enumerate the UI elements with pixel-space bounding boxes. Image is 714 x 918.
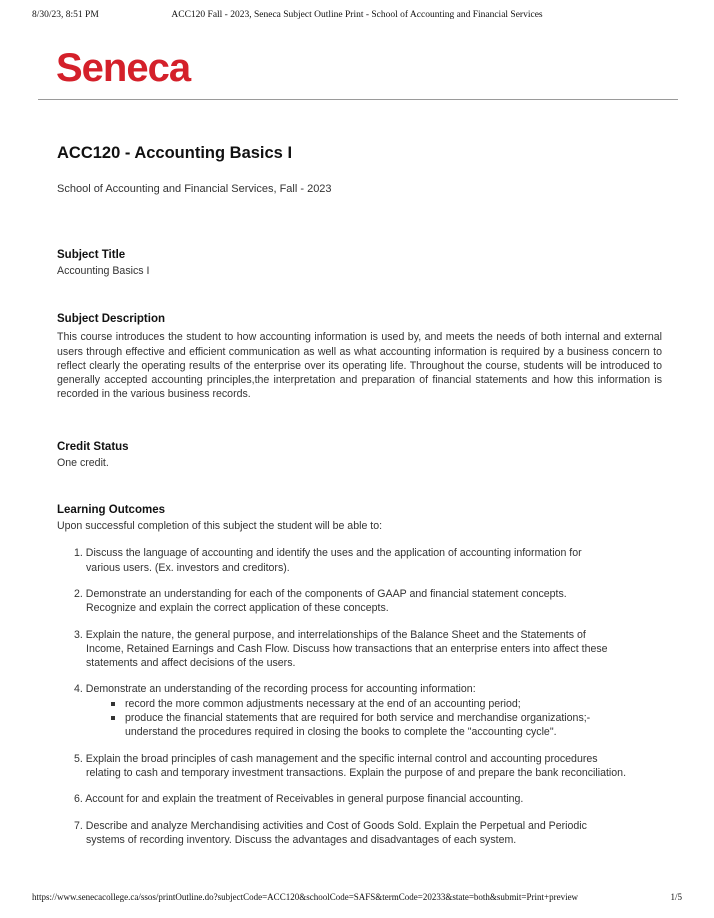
outcome-text: Describe and analyze Merchandising activities and Cost of Goods Sold. Explain the Perpetual and Periodic [85, 819, 587, 832]
subject-description-section [57, 313, 662, 401]
print-footer [32, 892, 682, 906]
outcome-text: Demonstrate an understanding for each of the components of GAAP and financial statement concepts. [85, 587, 567, 600]
learning-outcomes-list [57, 546, 662, 847]
outcome-text-continued: various users. (Ex. investors and creditors). [86, 561, 290, 574]
outcome-item [74, 587, 642, 616]
print-header [32, 10, 682, 24]
subject-description-text: This course introduces the student to how accounting information is used by, and meets the needs of both internal and external users through effective and efficient communication as well as what accounting information is required by a business concern to reflect clearly the operating results of the enterprise over its operating life. Throughout the course, students will be introduced to generally accepted accounting principles,the interpretation and preparation of financial statements and how this information is recorded in the various business records. [57, 331, 662, 401]
outcome-number: 5. [74, 752, 83, 765]
outcome-number: 6. [74, 793, 83, 806]
section-heading: Credit Status [57, 440, 129, 453]
outcome-text-continued: systems of recording inventory. Discuss the advantages and disadvantages of each system. [86, 833, 517, 846]
section-heading: Learning Outcomes [57, 504, 165, 517]
outcome-item [74, 819, 642, 848]
header-divider [38, 99, 678, 100]
outcome-item [74, 752, 642, 781]
credit-status-text: One credit. [57, 456, 109, 469]
subject-outline [57, 140, 662, 859]
outcome-item [74, 628, 642, 671]
subject-title-text: Accounting Basics I [57, 265, 150, 277]
print-date: 8/30/23, 8:51 PM [32, 10, 99, 20]
outcome-item [74, 682, 642, 739]
outcome-bullet: record the more common adjustments necessary at the end of an accounting period; [111, 697, 642, 711]
seneca-logo: Seneca [56, 46, 191, 90]
course-title: ACC120 - Accounting Basics I [57, 144, 293, 162]
outcome-sublist [74, 697, 642, 740]
outcome-bullet: produce the financial statements that are required for both service and merchandise organizations;- understand the procedures required in closing the books to complete the "accounting cycle". [111, 711, 642, 740]
course-subtitle: School of Accounting and Financial Services, Fall - 2023 [57, 183, 332, 195]
credit-status-section [57, 441, 662, 470]
outcome-number: 2. [74, 587, 83, 600]
outcome-number: 7. [74, 819, 83, 832]
outcome-text-continued: Income, Retained Earnings and Cash Flow. Discuss how transactions that an enterprise enters into affect these statements and affect decisions of the users. [86, 642, 608, 670]
outcome-text: Explain the broad principles of cash management and the specific internal control and accounting procedures [85, 752, 598, 765]
print-url: https://www.senecacollege.ca/ssos/printOutline.do?subjectCode=ACC120&schoolCode=SAFS&termCode=20233&state=both&submit=Print+preview [32, 892, 579, 902]
outcome-text-continued: relating to cash and temporary investment transactions. Explain the purpose of and prepare the bank reconciliation. [86, 766, 627, 779]
outcome-text: Discuss the language of accounting and identify the uses and the application of accounting information for [85, 547, 582, 560]
subject-title-section [57, 249, 662, 278]
outcome-text: Account for and explain the treatment of Receivables in general purpose financial accounting. [85, 793, 524, 806]
section-heading: Subject Title [57, 249, 126, 261]
outcome-number: 4. [74, 683, 83, 696]
learning-outcomes-section [57, 504, 662, 847]
outcome-number: 3. [74, 628, 83, 641]
outcome-text-continued: Recognize and explain the correct application of these concepts. [86, 602, 389, 615]
print-document-title: ACC120 Fall - 2023, Seneca Subject Outline Print - School of Accounting and Financial Services [171, 10, 543, 20]
section-heading: Subject Description [57, 313, 165, 326]
outcome-item [74, 546, 642, 575]
learning-outcomes-intro: Upon successful completion of this subject the student will be able to: [57, 520, 383, 533]
outcome-text: Explain the nature, the general purpose, and interrelationships of the Balance Sheet and the Statements of [85, 628, 586, 641]
outcome-text: Demonstrate an understanding of the recording process for accounting information: [85, 683, 476, 696]
outcome-item [74, 792, 642, 806]
page-number: 1/5 [670, 892, 682, 902]
outcome-number: 1. [74, 547, 83, 560]
